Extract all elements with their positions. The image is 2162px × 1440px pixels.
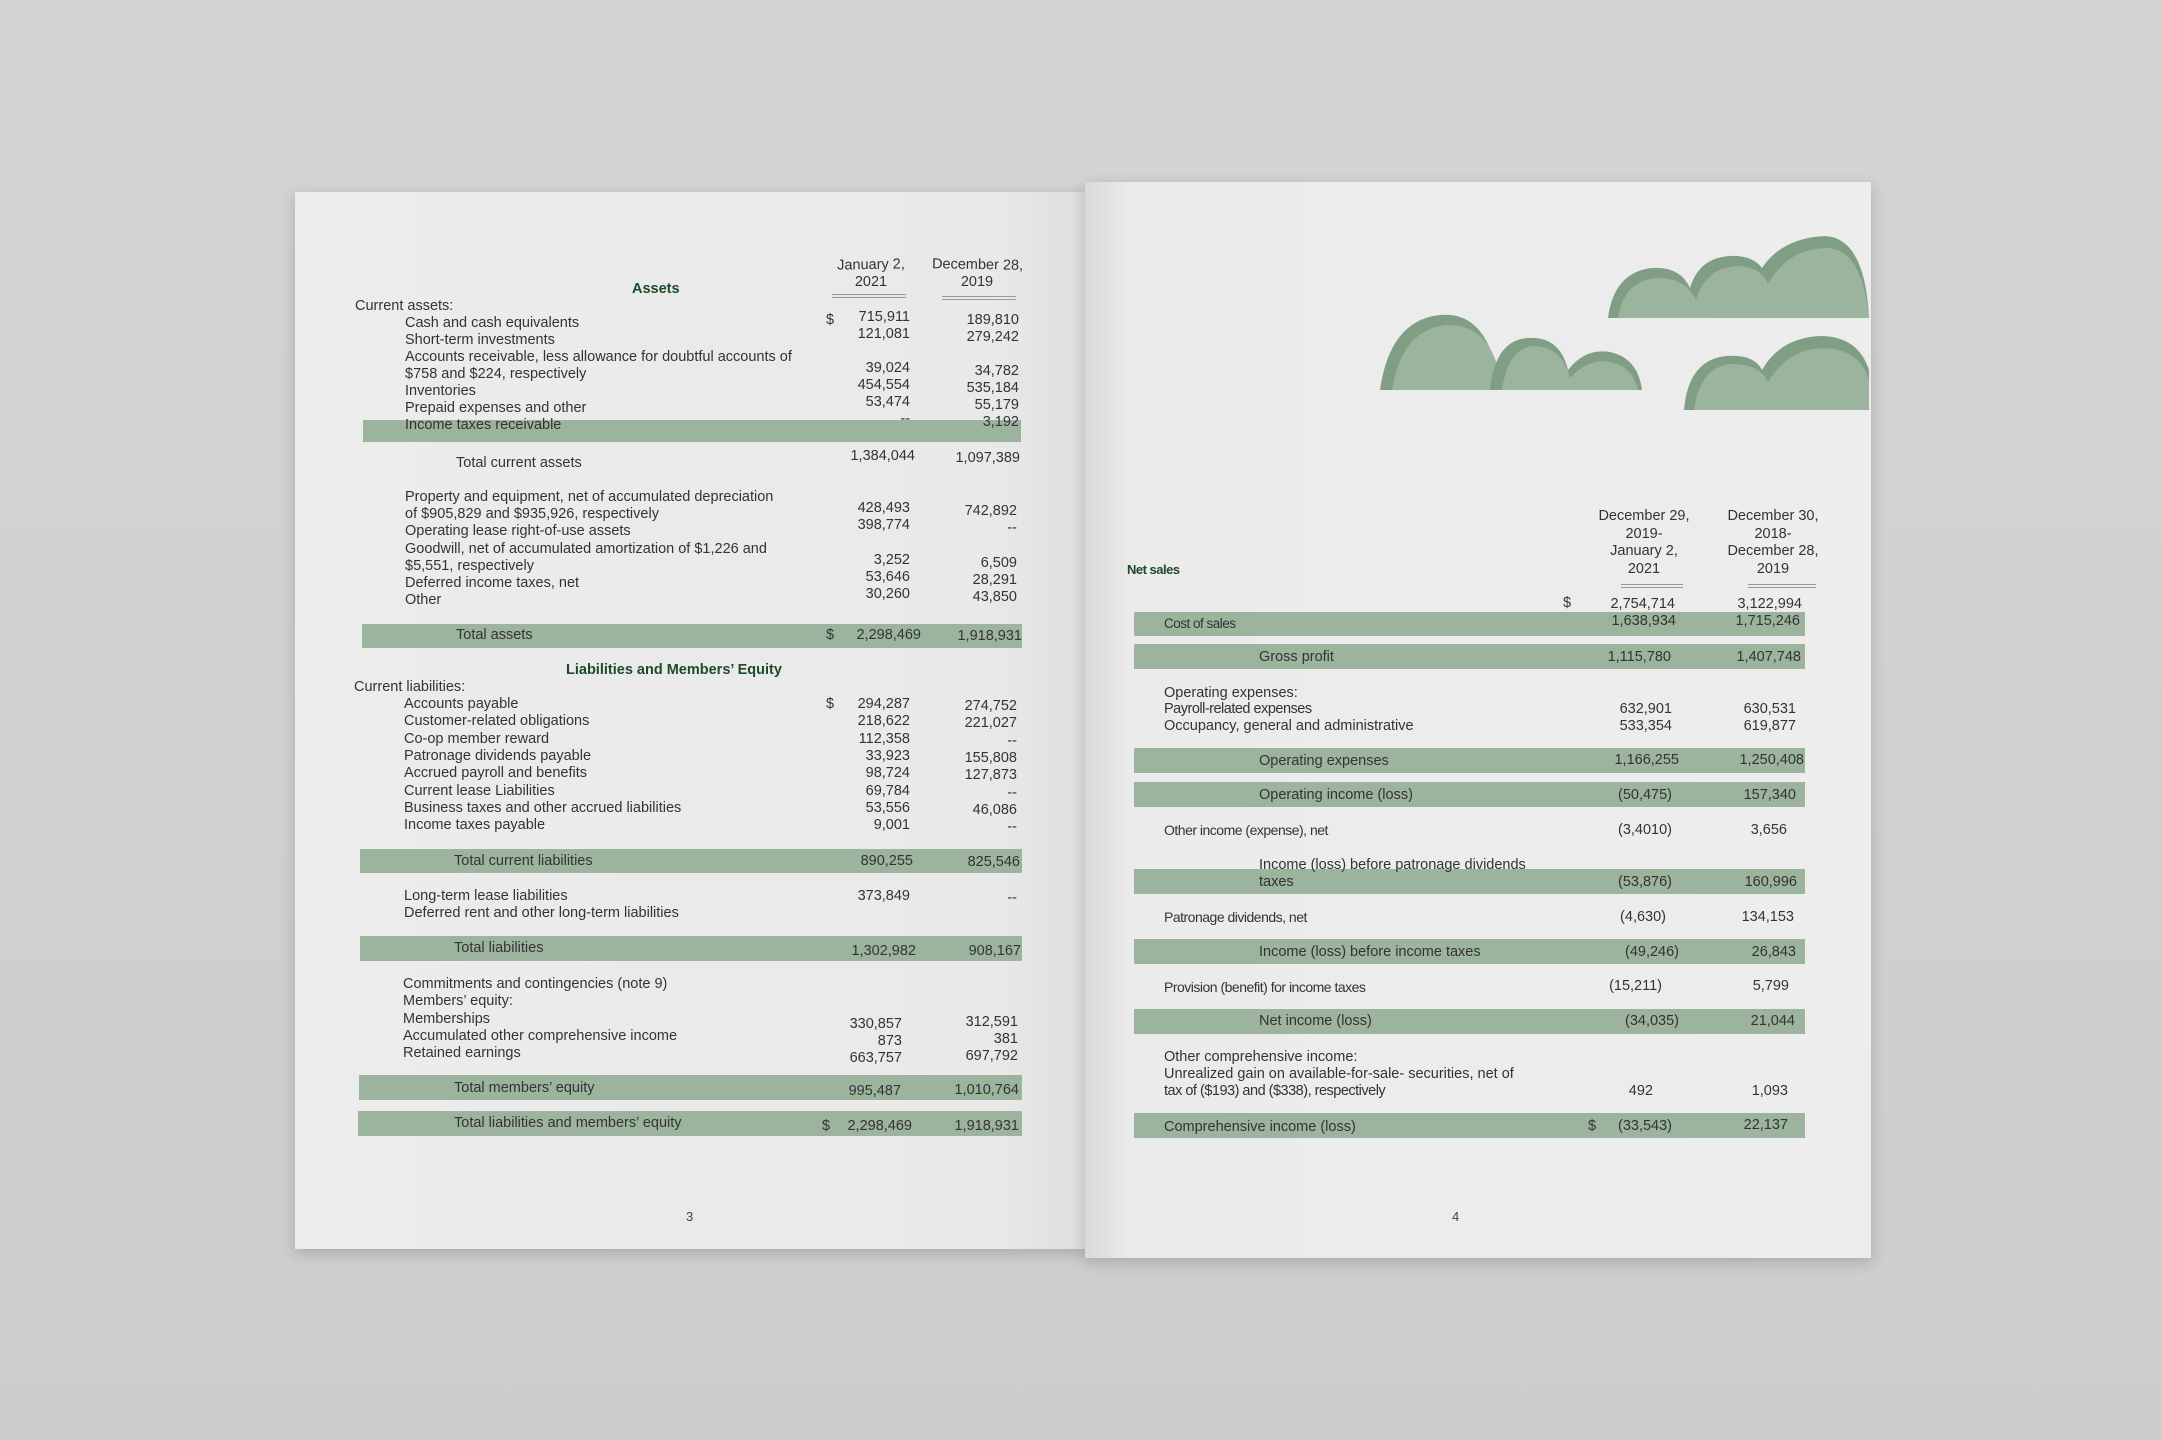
assets-heading: Assets bbox=[632, 281, 680, 297]
asset-row-currency: $ bbox=[826, 312, 835, 328]
equity-row-value-1: 663,757 bbox=[849, 1050, 902, 1066]
income-before-patronage-v2: 160,996 bbox=[1744, 874, 1797, 890]
total-members-equity-v1: 995,487 bbox=[848, 1083, 901, 1099]
operating-expenses-v1: 1,166,255 bbox=[1614, 752, 1679, 768]
lt-row-label: Deferred rent and other long-term liabilities bbox=[404, 905, 679, 921]
operating-expenses-label: Operating expenses bbox=[1259, 753, 1389, 769]
operating-income-label: Operating income (loss) bbox=[1259, 787, 1413, 803]
operating-income-v1: (50,475) bbox=[1617, 787, 1672, 803]
comprehensive-currency: $ bbox=[1588, 1118, 1597, 1134]
liab-row-value-2: 155,808 bbox=[964, 750, 1017, 766]
band-operating-income bbox=[1134, 782, 1805, 807]
patronage-label: Patronage dividends, net bbox=[1164, 909, 1307, 925]
liab-row-value-2: 221,027 bbox=[964, 715, 1017, 731]
equity-row-value-2: 312,591 bbox=[965, 1014, 1018, 1030]
lt-row-value-2: -- bbox=[1007, 890, 1017, 906]
liab-row-value-1: 9,001 bbox=[873, 817, 910, 833]
liab-row-value-1: 33,923 bbox=[865, 748, 910, 764]
is-col-header-rule-2 bbox=[1748, 584, 1816, 588]
patronage-v2: 134,153 bbox=[1741, 909, 1794, 925]
ppe-row-label: of $905,829 and $935,926, respectively bbox=[405, 506, 659, 522]
oci-label: Other comprehensive income: bbox=[1164, 1049, 1358, 1065]
col-header-2-line2: 2019 bbox=[960, 274, 994, 290]
is-col-header-2-line3: December 28, bbox=[1727, 543, 1819, 559]
net-income-v1: (34,035) bbox=[1624, 1013, 1679, 1029]
liab-row-value-1: 294,287 bbox=[857, 696, 910, 712]
gross-profit-v1: 1,115,780 bbox=[1607, 649, 1671, 665]
total-liab-equity-currency: $ bbox=[822, 1118, 831, 1134]
payroll-v2: 630,531 bbox=[1743, 701, 1796, 717]
liab-row-value-2: -- bbox=[1007, 733, 1017, 749]
provision-v1: (15,211) bbox=[1609, 978, 1662, 994]
liab-row-label: Income taxes payable bbox=[404, 817, 546, 833]
opex-label: Operating expenses: bbox=[1164, 685, 1298, 701]
gross-profit-v2: 1,407,748 bbox=[1736, 649, 1801, 665]
is-col-header-1-line2: 2019- bbox=[1625, 525, 1663, 542]
net-income-v2: 21,044 bbox=[1750, 1013, 1795, 1029]
ppe-row-label: Property and equipment, net of accumulated depreciation bbox=[405, 489, 774, 505]
provision-label: Provision (benefit) for income taxes bbox=[1164, 979, 1366, 995]
lt-row-value-1: 373,849 bbox=[857, 888, 910, 904]
current-liabilities-label: Current liabilities: bbox=[354, 679, 466, 695]
income-before-taxes-label: Income (loss) before income taxes bbox=[1259, 944, 1481, 960]
payroll-label: Payroll-related expenses bbox=[1164, 701, 1312, 717]
liab-row-value-2: -- bbox=[1007, 785, 1017, 801]
ppe-row-label: Operating lease right-of-use assets bbox=[405, 523, 631, 539]
unrealized-v2: 1,093 bbox=[1751, 1083, 1788, 1099]
liabilities-heading: Liabilities and Members’ Equity bbox=[566, 662, 782, 678]
total-liabilities-v2: 908,167 bbox=[968, 943, 1021, 959]
ppe-row-value-1: 3,252 bbox=[873, 552, 910, 568]
ppe-row-value-2: 6,509 bbox=[980, 555, 1017, 571]
asset-row-value-2: 34,782 bbox=[974, 363, 1019, 379]
income-before-taxes-v2: 26,843 bbox=[1751, 944, 1796, 960]
hill-group-4 bbox=[1684, 336, 1869, 410]
liab-row-value-1: 53,556 bbox=[865, 800, 910, 816]
asset-row-value-1: 715,911 bbox=[858, 309, 910, 325]
asset-row-value-2: 279,242 bbox=[966, 329, 1019, 345]
equity-row-label: Retained earnings bbox=[403, 1045, 521, 1061]
unrealized-line1: Unrealized gain on available-for-sale- securities, net of bbox=[1164, 1066, 1514, 1082]
liab-row-label: Customer-related obligations bbox=[404, 713, 590, 729]
equity-row-value-2: 381 bbox=[993, 1031, 1018, 1047]
liab-row-currency: $ bbox=[826, 696, 835, 712]
asset-row-value-1: 454,554 bbox=[857, 377, 910, 393]
liab-row-label: Accounts payable bbox=[404, 696, 519, 712]
ppe-row-value-1: 428,493 bbox=[857, 500, 910, 516]
lt-row-label: Long-term lease liabilities bbox=[404, 888, 568, 904]
comprehensive-v2: 22,137 bbox=[1743, 1117, 1788, 1133]
equity-row-label: Memberships bbox=[403, 1011, 491, 1027]
hill-group-3 bbox=[1608, 236, 1869, 318]
patronage-v1: (4,630) bbox=[1620, 909, 1666, 925]
other-income-label: Other income (expense), net bbox=[1164, 822, 1328, 838]
liab-row-label: Current lease Liabilities bbox=[404, 783, 555, 799]
band-operating-expenses bbox=[1134, 748, 1805, 773]
equity-row-value-1: 330,857 bbox=[849, 1016, 902, 1032]
equity-row-value-2: 697,792 bbox=[965, 1048, 1018, 1064]
total-current-liabilities-v2: 825,546 bbox=[967, 854, 1020, 870]
asset-row-value-1: 121,081 bbox=[857, 326, 910, 342]
net-sales-currency: $ bbox=[1563, 595, 1572, 611]
income-before-patronage-v1: (53,876) bbox=[1617, 874, 1672, 890]
occupancy-v2: 619,877 bbox=[1743, 718, 1796, 734]
asset-row-value-2: 189,810 bbox=[966, 312, 1019, 328]
asset-row-label: Short-term investments bbox=[405, 332, 555, 348]
equity-row-label: Commitments and contingencies (note 9) bbox=[403, 976, 668, 992]
operating-income-v2: 157,340 bbox=[1743, 787, 1796, 803]
unrealized-v1: 492 bbox=[1628, 1083, 1653, 1099]
income-before-patronage-line1: Income (loss) before patronage dividends bbox=[1259, 857, 1526, 873]
asset-row-value-1: -- bbox=[900, 411, 910, 427]
ppe-row-label: Other bbox=[405, 592, 442, 608]
total-current-liabilities-label: Total current liabilities bbox=[454, 853, 593, 869]
col-header-2-rule bbox=[942, 296, 1016, 300]
equity-row-label: Members’ equity: bbox=[403, 993, 513, 1009]
net-sales-v1: 2,754,714 bbox=[1610, 596, 1675, 612]
ppe-row-label: Deferred income taxes, net bbox=[405, 575, 580, 591]
liab-row-label: Patronage dividends payable bbox=[404, 748, 592, 764]
total-current-assets-v1: 1,384,044 bbox=[850, 448, 915, 464]
total-current-liabilities-v1: 890,255 bbox=[860, 853, 913, 869]
asset-row-label: Prepaid expenses and other bbox=[405, 400, 587, 416]
liab-row-value-2: 46,086 bbox=[972, 802, 1017, 818]
col-header-2-line1: December 28, bbox=[931, 256, 1024, 274]
asset-row-value-2: 535,184 bbox=[966, 380, 1019, 396]
comprehensive-v1: (33,543) bbox=[1617, 1118, 1672, 1134]
hill-group-1 bbox=[1380, 315, 1502, 390]
asset-row-label: Accounts receivable, less allowance for doubtful accounts of bbox=[405, 349, 792, 365]
ppe-row-value-2: 43,850 bbox=[972, 589, 1017, 605]
liab-row-label: Co-op member reward bbox=[404, 731, 550, 747]
total-assets-v2: 1,918,931 bbox=[957, 628, 1022, 644]
asset-row-label: Inventories bbox=[405, 383, 476, 399]
ppe-row-value-1: 53,646 bbox=[865, 569, 910, 585]
total-liab-equity-v2: 1,918,931 bbox=[954, 1118, 1019, 1134]
comprehensive-label: Comprehensive income (loss) bbox=[1164, 1119, 1356, 1135]
total-assets-v1: 2,298,469 bbox=[856, 627, 921, 643]
asset-row-label: $758 and $224, respectively bbox=[405, 366, 587, 382]
cost-of-sales-v2: 1,715,246 bbox=[1735, 613, 1800, 629]
is-col-header-2-line1: December 30, bbox=[1727, 508, 1819, 524]
is-col-header-rule-1 bbox=[1621, 584, 1683, 588]
net-sales-label: Net sales bbox=[1127, 562, 1180, 577]
col-header-1-line2: 2021 bbox=[854, 274, 888, 290]
asset-row-value-1: 53,474 bbox=[865, 394, 910, 410]
ppe-row-label: $5,551, respectively bbox=[405, 558, 534, 574]
current-assets-label: Current assets: bbox=[355, 298, 454, 314]
total-members-equity-label: Total members’ equity bbox=[454, 1080, 595, 1096]
is-col-header-2-line2: 2018- bbox=[1754, 525, 1792, 542]
ppe-row-label: Goodwill, net of accumulated amortization of $1,226 and bbox=[405, 541, 767, 557]
total-liab-equity-label: Total liabilities and members’ equity bbox=[454, 1115, 682, 1131]
ppe-row-value-1: 30,260 bbox=[865, 586, 910, 602]
total-liabilities-label: Total liabilities bbox=[454, 940, 544, 956]
operating-expenses-v2: 1,250,408 bbox=[1739, 752, 1804, 768]
liab-row-value-1: 218,622 bbox=[857, 713, 910, 729]
band-net-income bbox=[1134, 1009, 1805, 1034]
page-number-4: 4 bbox=[1452, 1209, 1460, 1224]
provision-v2: 5,799 bbox=[1752, 978, 1789, 994]
band-gross-profit bbox=[1134, 644, 1805, 669]
ppe-row-value-1: 398,774 bbox=[857, 517, 910, 533]
is-col-header-1-line3: January 2, bbox=[1610, 543, 1678, 559]
cost-of-sales-v1: 1,638,934 bbox=[1611, 613, 1676, 629]
asset-row-value-2: 55,179 bbox=[974, 397, 1019, 413]
ppe-row-value-2: 742,892 bbox=[964, 503, 1017, 519]
total-current-assets-label: Total current assets bbox=[456, 455, 582, 471]
asset-row-value-2: 3,192 bbox=[982, 414, 1019, 430]
col-header-1-line1: January 2, bbox=[836, 256, 905, 274]
asset-row-value-1: 39,024 bbox=[865, 360, 910, 376]
other-income-v2: 3,656 bbox=[1750, 822, 1787, 838]
net-income-label: Net income (loss) bbox=[1259, 1013, 1372, 1029]
total-liab-equity-v1: 2,298,469 bbox=[847, 1118, 912, 1134]
unrealized-line2: tax of ($193) and ($338), respectively bbox=[1164, 1083, 1386, 1099]
total-liabilities-v1: 1,302,982 bbox=[851, 943, 916, 959]
payroll-v1: 632,901 bbox=[1619, 701, 1672, 717]
hills-illustration bbox=[1370, 230, 1871, 420]
total-assets-label: Total assets bbox=[456, 627, 533, 643]
liab-row-value-2: -- bbox=[1007, 819, 1017, 835]
liab-row-value-2: 127,873 bbox=[964, 767, 1017, 783]
liab-row-value-2: 274,752 bbox=[964, 698, 1017, 714]
liab-row-value-1: 69,784 bbox=[865, 783, 910, 799]
other-income-v1: (3,4010) bbox=[1617, 822, 1672, 838]
asset-row-label: Income taxes receivable bbox=[405, 417, 562, 433]
income-before-patronage-line2: taxes bbox=[1259, 874, 1294, 890]
is-col-header-1-line1: December 29, bbox=[1598, 508, 1690, 524]
occupancy-v1: 533,354 bbox=[1619, 718, 1672, 734]
liab-row-value-1: 112,358 bbox=[858, 731, 910, 747]
is-col-header-1-line4: 2021 bbox=[1627, 560, 1661, 577]
equity-row-label: Accumulated other comprehensive income bbox=[403, 1028, 678, 1044]
total-members-equity-v2: 1,010,764 bbox=[954, 1082, 1019, 1098]
liab-row-value-1: 98,724 bbox=[865, 765, 910, 781]
equity-row-value-1: 873 bbox=[877, 1033, 902, 1049]
liab-row-label: Accrued payroll and benefits bbox=[404, 765, 587, 781]
hill-group-2 bbox=[1490, 338, 1642, 390]
page-number-3: 3 bbox=[686, 1209, 694, 1224]
cost-of-sales-label: Cost of sales bbox=[1164, 616, 1236, 631]
asset-row-label: Cash and cash equivalents bbox=[405, 315, 580, 331]
liab-row-label: Business taxes and other accrued liabilities bbox=[404, 800, 682, 816]
total-current-assets-v2: 1,097,389 bbox=[955, 450, 1020, 466]
gross-profit-label: Gross profit bbox=[1259, 649, 1334, 665]
income-before-taxes-v1: (49,246) bbox=[1624, 944, 1679, 960]
total-assets-currency: $ bbox=[826, 627, 835, 643]
ppe-row-value-2: -- bbox=[1007, 520, 1017, 536]
net-sales-v2: 3,122,994 bbox=[1737, 596, 1802, 612]
occupancy-label: Occupancy, general and administrative bbox=[1164, 718, 1414, 734]
ppe-row-value-2: 28,291 bbox=[972, 572, 1017, 588]
col-header-1-rule bbox=[832, 294, 906, 298]
is-col-header-2-line4: 2019 bbox=[1756, 560, 1790, 577]
